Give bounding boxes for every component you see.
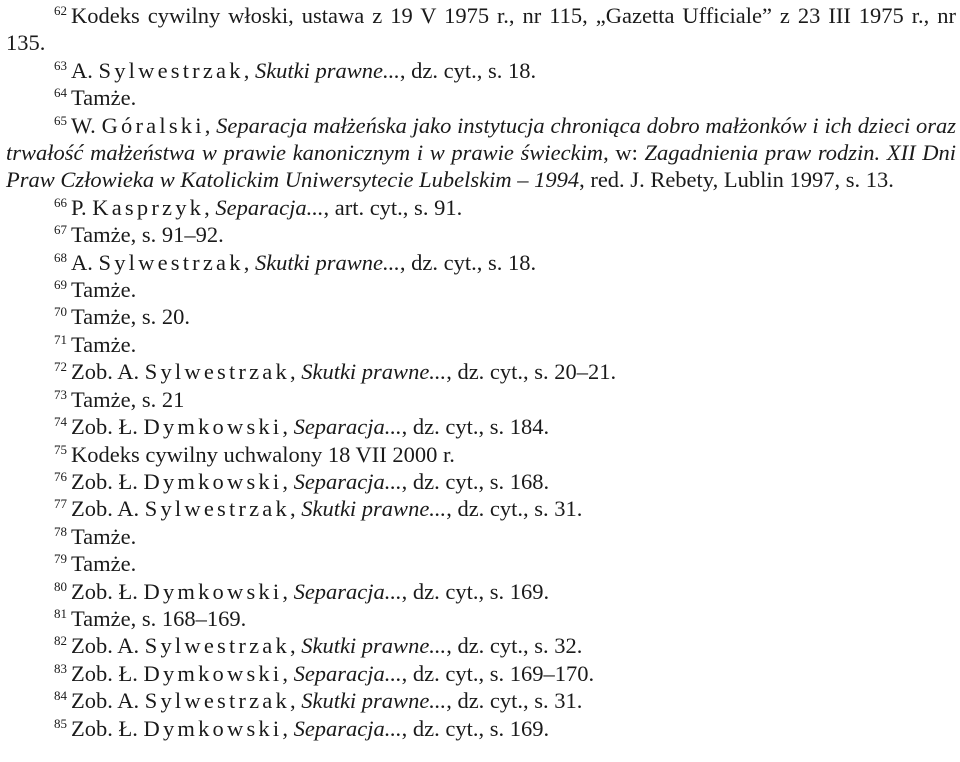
footnote-text: , (243, 57, 255, 83)
footnote-item (6, 413, 956, 440)
work-title: Skutki prawne... (254, 57, 400, 83)
footnote-text: , (282, 414, 294, 440)
footnote-number: 71 (54, 331, 67, 347)
footnote-number: 64 (54, 85, 67, 101)
footnote-list (6, 2, 956, 742)
author-name: Sylwestrzak (144, 688, 290, 714)
footnote-text: Zob. A. (71, 633, 145, 659)
footnote-item (6, 687, 956, 714)
footnote-text: Zob. Ł. (71, 660, 144, 686)
footnote-number: 75 (54, 441, 67, 457)
footnote-text: , dz. cyt., s. 184. (401, 414, 550, 440)
footnote-number: 81 (54, 605, 67, 621)
work-title: Skutki prawne... (301, 496, 447, 522)
work-title: Separacja... (293, 414, 402, 440)
footnote-item (6, 221, 956, 248)
footnote-text: , red. J. Rebety, Lublin 1997, s. 13. (579, 167, 894, 193)
footnote-text: , dz. cyt., s. 20–21. (446, 359, 617, 385)
footnote-number: 63 (54, 57, 67, 73)
footnote-text: , dz. cyt., s. 168. (401, 468, 550, 494)
footnote-text: Zob. A. (71, 496, 145, 522)
footnote-number: 72 (54, 359, 67, 375)
author-name: Sylwestrzak (144, 633, 290, 659)
footnote-item (6, 331, 956, 358)
author-name: Góralski (101, 112, 205, 138)
author-name: Dymkowski (143, 715, 283, 741)
footnote-number: 67 (54, 222, 67, 238)
footnote-text: Tamże. (71, 331, 137, 357)
footnote-text: Tamże. (71, 551, 137, 577)
footnote-number: 68 (54, 249, 67, 265)
footnote-text: , (204, 194, 216, 220)
footnote-text: P. (71, 194, 93, 220)
footnote-item (6, 84, 956, 111)
footnote-item (6, 358, 956, 385)
footnote-item (6, 468, 956, 495)
footnote-text: , (289, 359, 302, 385)
footnote-text: , (243, 249, 255, 275)
author-name: Sylwestrzak (144, 359, 290, 385)
footnote-text: Tamże, s. 91–92. (71, 222, 224, 248)
author-name: Sylwestrzak (144, 496, 290, 522)
work-title: Separacja... (293, 715, 402, 741)
work-title: Skutki prawne... (301, 359, 447, 385)
footnote-number: 84 (54, 688, 67, 704)
footnote-item (6, 441, 956, 468)
footnote-text: W. (71, 112, 102, 138)
footnote-item (6, 303, 956, 330)
footnote-text: Tamże. (71, 277, 137, 303)
footnote-item (6, 249, 956, 276)
footnote-number: 76 (54, 468, 67, 484)
footnote-text: , (282, 660, 294, 686)
footnote-item (6, 112, 956, 194)
footnote-text: Tamże, s. 168–169. (71, 605, 247, 631)
footnote-item (6, 578, 956, 605)
footnote-text: , (282, 715, 294, 741)
footnote-number: 80 (54, 578, 67, 594)
footnote-text: , art. cyt., s. 91. (323, 194, 463, 220)
work-title: Separacja... (215, 194, 324, 220)
footnote-item (6, 57, 956, 84)
footnote-number: 85 (54, 715, 67, 731)
footnote-text: , dz. cyt., s. 169. (401, 715, 550, 741)
work-title: Zagadnienia praw rodzin. XII Dni Praw Człowieka w Katolickim Uniwersytecie Lubelskim – 1994 (6, 140, 956, 193)
footnote-number: 73 (54, 386, 67, 402)
footnote-text: , (282, 468, 294, 494)
footnote-text: , dz. cyt., s. 18. (399, 57, 537, 83)
author-name: Dymkowski (143, 660, 283, 686)
footnote-number: 65 (54, 112, 67, 128)
author-name: Dymkowski (143, 578, 283, 604)
footnote-item (6, 386, 956, 413)
footnote-item (6, 194, 956, 221)
footnote-text: , dz. cyt., s. 32. (446, 633, 583, 659)
footnote-text: , dz. cyt., s. 18. (399, 249, 537, 275)
footnote-text: , dz. cyt., s. 31. (446, 688, 583, 714)
footnote-text: , dz. cyt., s. 169. (401, 578, 550, 604)
footnote-number: 77 (54, 496, 67, 512)
author-name: Dymkowski (143, 468, 283, 494)
footnote-item (6, 2, 956, 57)
footnote-number: 82 (54, 633, 67, 649)
footnote-number: 78 (54, 523, 67, 539)
footnote-text: , (289, 496, 302, 522)
author-name: Sylwestrzak (98, 57, 244, 83)
footnote-text: , (282, 578, 294, 604)
footnote-text: Kodeks cywilny włoski, ustawa z 19 V 1975 r., nr 115, „Gazetta Ufficiale” z 23 III 1975 r., nr 135. (6, 3, 956, 56)
footnote-text: Zob. Ł. (71, 578, 144, 604)
footnote-item (6, 276, 956, 303)
footnote-item (6, 605, 956, 632)
footnote-number: 69 (54, 277, 67, 293)
footnote-text: Tamże. (71, 85, 137, 111)
work-title: Separacja... (293, 660, 402, 686)
work-title: Separacja... (293, 468, 402, 494)
footnote-text: Zob. A. (71, 359, 145, 385)
footnote-text: Kodeks cywilny uchwalony 18 VII 2000 r. (71, 441, 455, 467)
footnote-item (6, 715, 956, 742)
footnotes-page (6, 2, 956, 742)
footnote-item (6, 632, 956, 659)
footnote-item (6, 660, 956, 687)
footnote-text: Zob. Ł. (71, 468, 144, 494)
footnote-text: Tamże, s. 21 (71, 386, 185, 412)
work-title: Skutki prawne... (301, 688, 447, 714)
footnote-number: 83 (54, 660, 67, 676)
footnote-number: 62 (54, 3, 67, 18)
author-name: Sylwestrzak (98, 249, 244, 275)
work-title: Skutki prawne... (301, 633, 447, 659)
footnote-text: , w: (603, 140, 645, 166)
footnote-text: Zob. A. (71, 688, 145, 714)
footnote-item (6, 550, 956, 577)
footnote-text: A. (71, 249, 99, 275)
footnote-text: Zob. Ł. (71, 715, 144, 741)
footnote-text: , (289, 633, 302, 659)
author-name: Kasprzyk (92, 194, 205, 220)
footnote-number: 79 (54, 551, 67, 567)
footnote-text: , dz. cyt., s. 31. (446, 496, 583, 522)
footnote-text: Tamże. (71, 523, 137, 549)
work-title: Separacja małżeńska jako instytucja chroniąca dobro małżonków i ich dzieci oraz trwałość małżeństwa w prawie kanonicznym i w prawie świeckim (6, 112, 957, 166)
footnote-text: Tamże, s. 20. (71, 304, 191, 330)
footnote-text: , (289, 688, 302, 714)
footnote-number: 74 (54, 414, 67, 430)
footnote-item (6, 495, 956, 522)
footnote-number: 66 (54, 194, 67, 210)
work-title: Skutki prawne... (254, 249, 400, 275)
author-name: Dymkowski (143, 414, 283, 440)
footnote-number: 70 (54, 304, 67, 320)
work-title: Separacja... (293, 578, 402, 604)
footnote-text: , dz. cyt., s. 169–170. (401, 660, 595, 686)
footnote-text: , (204, 112, 217, 138)
footnote-text: Zob. Ł. (71, 414, 144, 440)
footnote-text: A. (71, 57, 99, 83)
footnote-item (6, 523, 956, 550)
